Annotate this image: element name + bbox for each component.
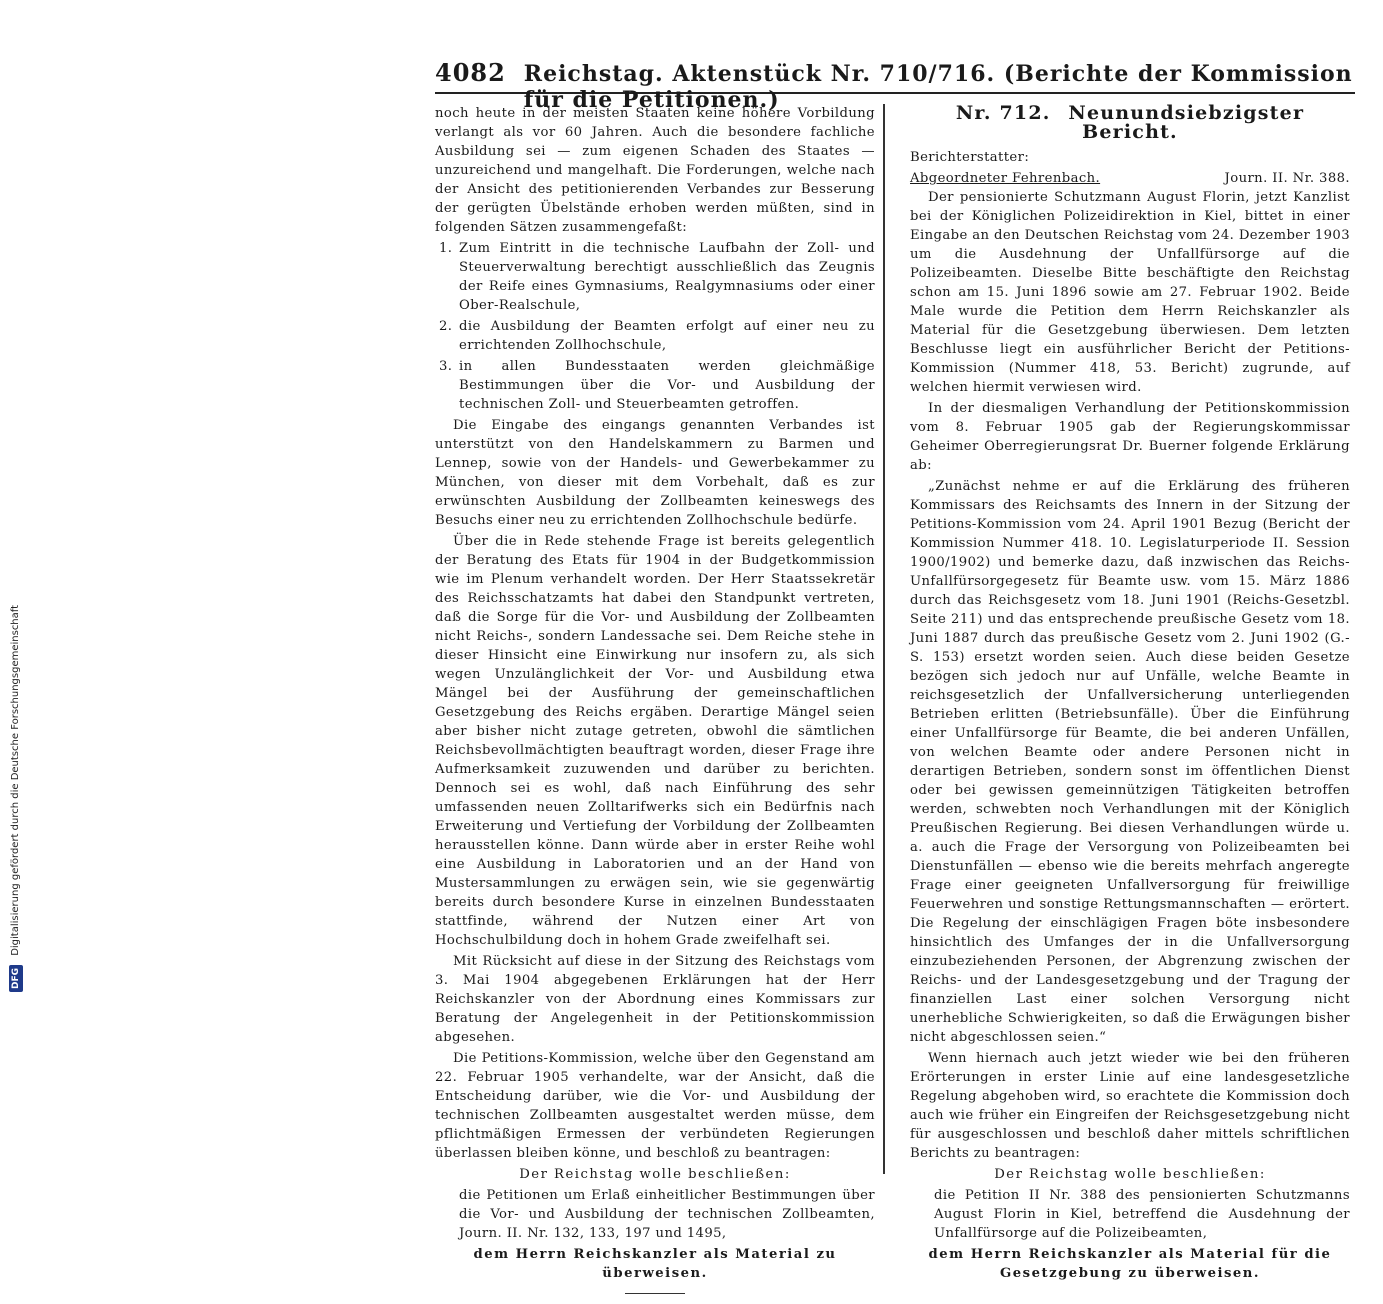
scanned-page [415, 40, 1375, 1281]
section-rule [625, 1293, 685, 1294]
rapporteur-label: Berichterstatter: [910, 150, 1030, 165]
paragraph: Die Petitions-Kommission, welche über den Gegenstand am 22. Februar 1905 verhandelte, war der Ansicht, daß die Entscheidung darüber, wie die Vor- und Ausbildung der technischen Zollbeamten ausgestaltet werden müsse, dem pflichtmäßigen Ermessen der verbündeten Regierungen überlassen bleiben könne, und beschloß zu beantragen: [435, 1051, 875, 1161]
motion-end: dem Herrn Reichskanzler als Material für die Gesetzgebung zu überweisen. [928, 1247, 1332, 1281]
paragraph: Der pensionierte Schutzmann August Florin, jetzt Kanzlist bei der Königlichen Polizeidirektion in Kiel, bittet in einer Eingabe an den Deutschen Reichstag vom 24. Dezember 1903 um die Ausdehnung der Unfallfürsorge auf die Polizeibeamten. Dieselbe Bitte beschäftigte den Reichstag schon am 15. Juni 1896 sowie am 27. Februar 1902. Beide Male wurde die Petition dem Herrn Reichskanzler als Material für die Gesetzgebung überwiesen. Dem letzten Beschlusse liegt ein ausführlicher Bericht der Petitions-Kommission (Nummer 418, 53. Bericht) zugrunde, auf welchen hiermit verwiesen wird. [910, 190, 1350, 395]
paragraph: Wenn hiernach auch jetzt wieder wie bei den früheren Erörterungen in erster Linie auf eine landesgesetzliche Regelung abgehoben wird, so erachtete die Kommission doch auch wie früher ein Eingreifen der Reichsgesetzgebung nicht für ausgeschlossen und beschloß daher mittels schriftlichen Berichts zu beantragen: [910, 1051, 1350, 1161]
quoted-statement: „Zunächst nehme er auf die Erklärung des früheren Kommissars des Reichsamts des Innern in der Sitzung der Petitions-Kommission vom 24. April 1901 Bezug (Bericht der Kommission Nummer 418. 10. Legislaturperiode II. Session 1900/1902) und bemerke dazu, daß inzwischen das Reichs-Unfallfürsorgegesetz für Beamte usw. vom 15. März 1886 durch das Reichsgesetz vom 18. Juni 1901 (Reichs-Gesetzbl. Seite 211) und das entsprechende preußische Gesetz vom 18. Juni 1887 durch das preußische Gesetz vom 2. Juni 1902 (G.-S. 153) ersetzt worden seien. Auch diese beiden Gesetze bezögen sich jedoch nur auf Unfälle, welche Beamte in reichsgesetzlich der Unfallversicherung unterliegenden Betrieben erlitten (Betriebsunfälle). Über die Einführung einer Unfallfürsorge für Beamte, die bei anderen Unfällen, von welchen Beamte oder andere Personen nicht in derartigen Betrieben, sondern sonst im öffentlichen Dienst oder bei gewissen gemeinnützigen Tätigkeiten betroffen werden, schwebten noch Verhandlungen mit der Königlich Preußischen Regierung. Bei diesen Verhandlungen würde u. a. auch die Frage der Versorgung von Polizeibeamten bei Dienstunfällen — ebenso wie die bereits mehrfach angeregte Frage einer geeigneten Unfallversorgung für freiwillige Feuerwehren und sonstige Rettungsmannschaften — erörtert. Die Regelung der einschlägigen Fragen böte insbesondere hinsichtlich des Umfanges der in die Unfallversorgung einzubeziehenden Personen, der Abgrenzung zwischen der Reichs- und der Landesgesetzgebung und der Tragung der finanziellen Last einer solchen Versorgung nicht unerhebliche Schwierigkeiten, so daß die Erwägungen bisher nicht abgeschlossen seien.“ [910, 479, 1350, 1045]
motion-intro: Der Reichstag wolle beschließen: [519, 1167, 791, 1182]
journal-reference: Journ. II. Nr. 388. [1224, 171, 1350, 186]
rapporteur-row [910, 169, 1350, 188]
column-divider [883, 104, 885, 1174]
motion-end: dem Herrn Reichskanzler als Material zu überweisen. [473, 1247, 837, 1281]
motion-body: die Petition II Nr. 388 des pensionierten Schutzmanns August Florin in Kiel, betreffend die Ausdehnung der Unfallfürsorge auf die Polizeibeamten, [934, 1188, 1350, 1241]
digitization-credit [6, 0, 26, 1000]
list-item: 3. in allen Bundesstaaten werden gleichmäßige Bestimmungen über die Vor- und Ausbildung der technischen Zoll- und Steuerbeamten getroffen. [439, 359, 875, 412]
right-column [910, 104, 1350, 1285]
rapporteur-name: Abgeordneter Fehrenbach. [910, 171, 1101, 186]
paragraph: Mit Rücksicht auf diese in der Sitzung des Reichstags vom 3. Mai 1904 abgegebenen Erklärungen hat der Herr Reichskanzler von der Abordnung eines Kommissars zur Beratung der Angelegenheit in der Petitionskommission abgesehen. [435, 954, 875, 1045]
motion-intro: Der Reichstag wolle beschließen: [994, 1167, 1266, 1182]
paragraph: In der diesmaligen Verhandlung der Petitionskommission vom 8. Februar 1905 gab der Regierungskommissar Geheimer Oberregierungsrat Dr. Buerner folgende Erklärung ab: [910, 401, 1350, 473]
list-item: 1. Zum Eintritt in die technische Laufbahn der Zoll- und Steuerverwaltung berechtigt ausschließlich das Zeugnis der Reife eines Gymnasiums, Realgymnasiums oder einer Ober-Realschule, [439, 241, 875, 313]
running-title: Reichstag. Aktenstück Nr. 710/716. (Berichte der Kommission für die Petitionen.) [523, 61, 1353, 113]
paragraph: noch heute in der meisten Staaten keine höhere Vorbildung verlangt als vor 60 Jahren. Auch die besondere fachliche Ausbildung sei — zum eigenen Schaden des Staates — unzureichend und mangelhaft. Die Forderungen, welche nach der Ansicht des petitionierenden Verbandes zur Besserung der gerügten Übelstände erhoben werden müßten, sind in folgenden Sätzen zusammengefaßt: [435, 106, 875, 235]
left-column [435, 104, 875, 1304]
list-item: 2. die Ausbildung der Beamten erfolgt auf einer neu zu errichtenden Zollhochschule, [439, 319, 875, 353]
report-number: Nr. 712. [955, 102, 1051, 124]
dfg-logo-icon: DFG [9, 965, 23, 992]
report-heading [910, 104, 1350, 142]
report-title: Neunundsiebzigster Bericht. [1068, 102, 1305, 143]
paragraph: Über die in Rede stehende Frage ist bereits gelegentlich der Beratung des Etats für 1904 in der Budgetkommission wie im Plenum verhandelt worden. Der Herr Staatssekretär des Reichsschatzamts hat dabei den Standpunkt vertreten, daß die Sorge für die Vor- und Ausbildung der Zollbeamten nicht Reichs-, sondern Landessache sei. Dem Reiche stehe in dieser Hinsicht eine Einwirkung nur insofern zu, als sich wegen Unzulänglichkeit der Vor- und Ausbildung etwa Mängel bei der Ausführung der gemeinschaftlichen Gesetzgebung des Reichs ergäben. Derartige Mängel seien aber bisher nicht zutage getreten, obwohl die sämtlichen Reichsbevollmächtigten beauftragt worden, dieser Frage ihre Aufmerksamkeit zuzuwenden und darüber zu berichten. Dennoch sei es wohl, daß nach Einführung des sehr umfassenden neuen Zolltarifwerks sich ein Bedürfnis nach Erweiterung und Vertiefung der Vorbildung der Zollbeamten herausstellen könne. Dann würde aber in erster Reihe wohl eine Ausbildung in Laboratorien und an der Hand von Mustersammlungen zu erwägen sein, wie sie gegenwärtig bereits durch besondere Kurse in einzelnen Bundesstaaten stattfinde, während der Nutzen einer Art von Hochschulbildung doch in hohem Grade zweifelhaft sei. [435, 534, 875, 948]
credit-text: Digitalisierung gefördert durch die Deutsche Forschungsgemeinschaft [10, 604, 21, 956]
paragraph: Die Eingabe des eingangs genannten Verbandes ist unterstützt von den Handelskammern zu Barmen und Lennep, sowie von der Handels- und Gewerbekammer zu München, von dieser mit dem Vorbehalt, daß es zur erwünschten Ausbildung der Zollbeamten keineswegs des Besuchs einer neu zu errichtenden Zollhochschule bedürfe. [435, 418, 875, 528]
motion-body: die Petitionen um Erlaß einheitlicher Bestimmungen über die Vor- und Ausbildung der technischen Zollbeamten, Journ. II. Nr. 132, 133, 197 und 1495, [459, 1188, 875, 1241]
page-number: 4082 [435, 58, 506, 87]
page-sheet [415, 40, 1375, 1281]
